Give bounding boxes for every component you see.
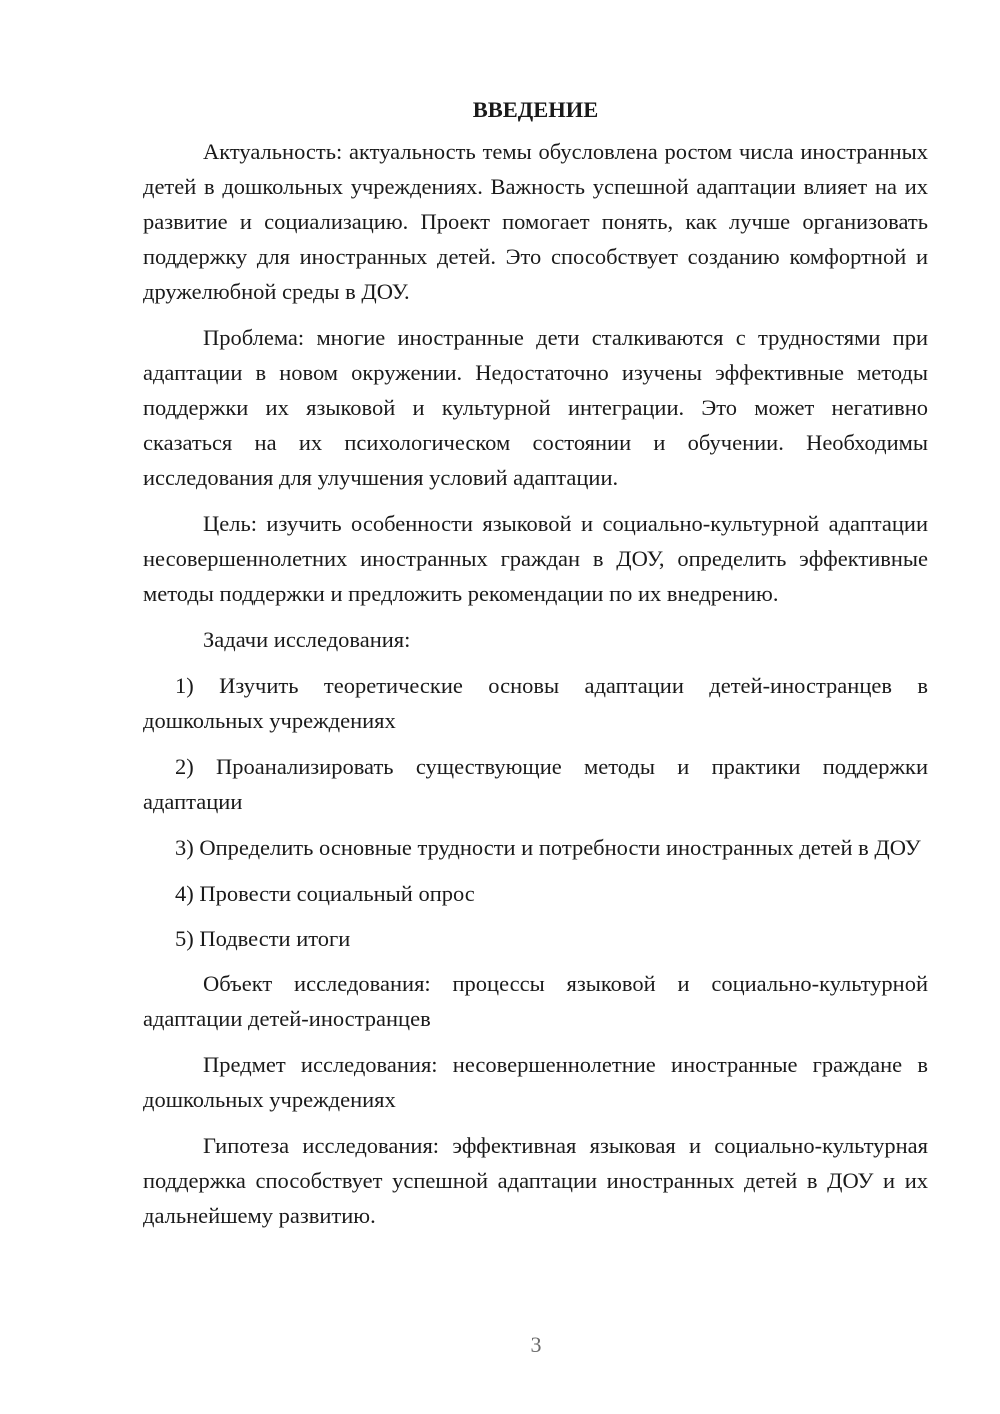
list-item: 4) Провести социальный опрос [175, 881, 475, 906]
list-item: 3) Определить основные трудности и потребности иностранных детей в ДОУ [175, 835, 921, 860]
list-item: 2) Проанализировать существующие методы и практики поддержки адаптации [143, 754, 928, 814]
paragraph-subject: Предмет исследования: несовершеннолетние иностранные граждане в дошкольных учреждениях [143, 1052, 928, 1112]
paragraph-relevance: Актуальность: актуальность темы обусловлена ростом числа иностранных детей в дошкольных учреждениях. Важность успешной адаптации влияет на их развитие и социализацию. Проект помогает понять, как лучше организовать поддержку для иностранных детей. Это способствует созданию комфортной и дружелюбной среды в ДОУ. [143, 139, 928, 304]
paragraph-object: Объект исследования: процессы языковой и социально-культурной адаптации детей-иностранцев [143, 971, 928, 1031]
document-page [143, 92, 928, 1244]
list-item: 5) Подвести итоги [175, 926, 351, 951]
paragraph-hypothesis: Гипотеза исследования: эффективная языковая и социально-культурная поддержка способствует успешной адаптации иностранных детей в ДОУ и их дальнейшему развитию. [143, 1133, 928, 1228]
tasks-list [143, 668, 928, 956]
paragraph-problem: Проблема: многие иностранные дети сталкиваются с трудностями при адаптации в новом окружении. Недостаточно изучены эффективные методы поддержки их языковой и культурной интеграции. Это может негативно сказаться на их психологическом состоянии и обучении. Необходимы исследования для улучшения условий адаптации. [143, 325, 928, 490]
page-title: ВВЕДЕНИЕ [472, 97, 599, 122]
list-item: 1) Изучить теоретические основы адаптации детей-иностранцев в дошкольных учреждениях [143, 673, 928, 733]
page-number: 3 [530, 1332, 542, 1357]
tasks-heading: Задачи исследования: [203, 627, 411, 652]
paragraph-goal: Цель: изучить особенности языковой и социально-культурной адаптации несовершеннолетних иностранных граждан в ДОУ, определить эффективные методы поддержки и предложить рекомендации по их внедрению. [143, 511, 928, 606]
